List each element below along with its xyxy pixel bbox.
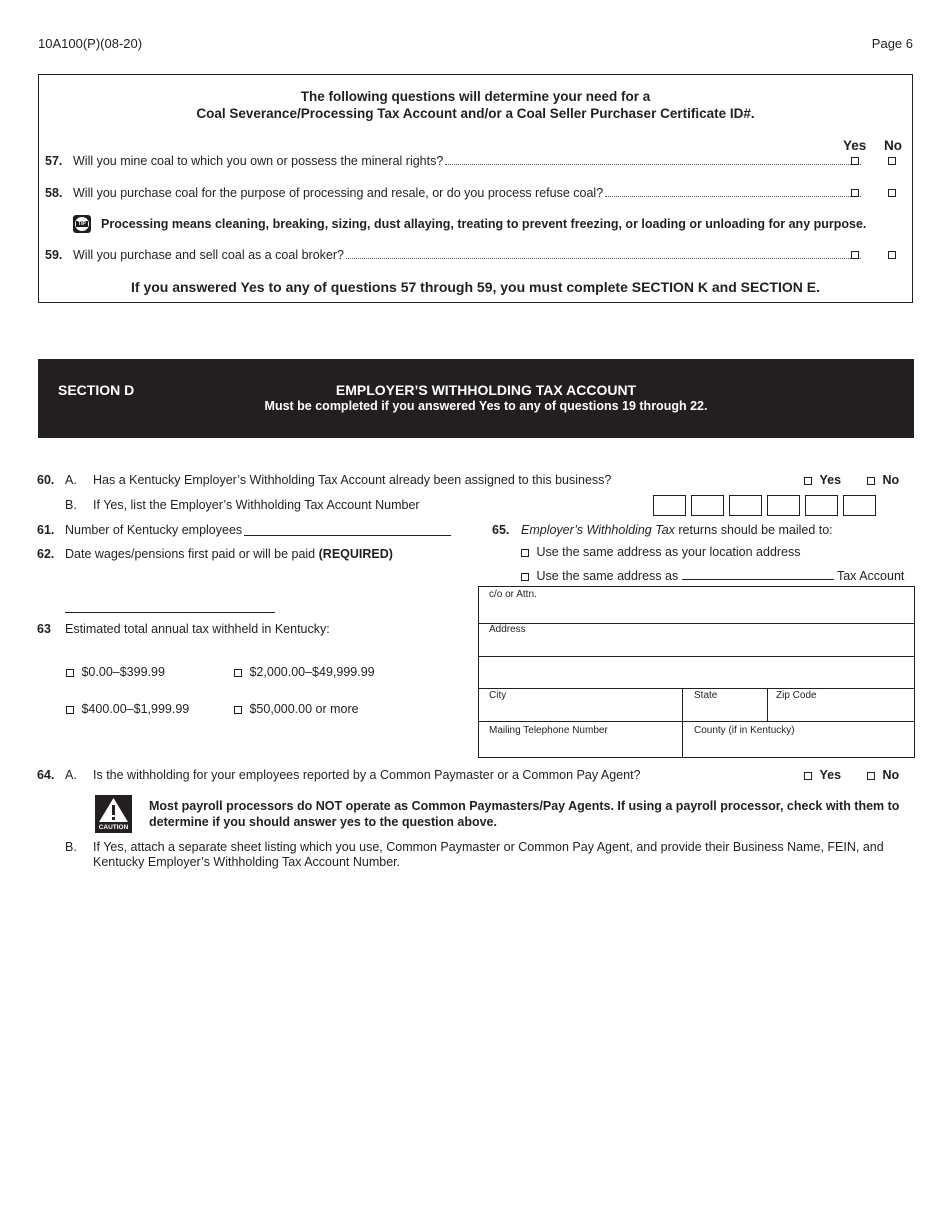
- q64-no-label: No: [882, 768, 900, 782]
- form-id: 10A100(P)(08-20): [38, 36, 143, 51]
- q63-option-1[interactable]: [66, 665, 165, 679]
- q60-b-letter: B.: [65, 498, 77, 512]
- q61-text: Number of Kentucky employees: [65, 523, 243, 537]
- caution-text-1: Most payroll processors do NOT operate as Common Paymasters/Pay Agents. If using a payroll processor, check with them to: [149, 799, 900, 813]
- telephone-field[interactable]: Mailing Telephone Number: [489, 725, 608, 736]
- q60-yes-checkbox[interactable]: [804, 477, 812, 485]
- q60-number: 60.: [37, 473, 55, 487]
- q63-option-4[interactable]: [234, 702, 359, 716]
- q59-number: 59.: [45, 248, 63, 262]
- q64-no-option[interactable]: [867, 768, 899, 782]
- account-digit-box[interactable]: [653, 495, 686, 516]
- q60-yes-label: Yes: [819, 473, 842, 487]
- q63-option-3-checkbox[interactable]: [66, 706, 74, 714]
- q64-b-text-1: If Yes, attach a separate sheet listing which you use, Common Paymaster or Common Pay Agent, and provide their Business Name, FEIN, and: [93, 840, 884, 854]
- q57-number: 57.: [45, 154, 63, 168]
- q65-option-2-checkbox[interactable]: [521, 573, 529, 581]
- q60-no-label: No: [882, 473, 900, 487]
- q63-option-4-label: $50,000.00 or more: [249, 702, 359, 716]
- q58-no-checkbox[interactable]: [888, 189, 896, 197]
- q60-no-checkbox[interactable]: [867, 477, 875, 485]
- q59-yes-checkbox[interactable]: [851, 251, 859, 259]
- q65-number: 65.: [492, 523, 510, 537]
- q63-number: 63: [37, 622, 51, 636]
- q63-option-1-checkbox[interactable]: [66, 669, 74, 677]
- section-d-label: SECTION D: [58, 382, 135, 398]
- q64-yes-option[interactable]: [804, 768, 841, 782]
- q61-number: 61.: [37, 523, 55, 537]
- divider: [478, 688, 915, 689]
- q63-option-2-label: $2,000.00–$49,999.99: [249, 665, 375, 679]
- caution-icon: CAUTION: [95, 795, 132, 833]
- q61-employees-input[interactable]: [244, 523, 451, 536]
- q64-b-text-2: Kentucky Employer’s Withholding Tax Account Number.: [93, 855, 401, 869]
- q65-option-1-checkbox[interactable]: [521, 549, 529, 557]
- col-yes-header: Yes: [843, 138, 867, 153]
- account-digit-box[interactable]: [729, 495, 762, 516]
- section-d-banner: [38, 359, 914, 438]
- section-d-title: EMPLOYER’S WITHHOLDING TAX ACCOUNT: [335, 382, 637, 398]
- q60-a-text: Has a Kentucky Employer’s Withholding Tax Account already been assigned to this business?: [93, 473, 612, 487]
- q62-number: 62.: [37, 547, 55, 561]
- question-57: [45, 154, 865, 168]
- q60-yes-option[interactable]: [804, 473, 841, 487]
- tip-text: Processing means cleaning, breaking, sizing, dust allaying, treating to prevent freezing, or loading or unloading for any purpose.: [101, 217, 867, 231]
- coal-box-title-1: The following questions will determine your need for a: [300, 89, 651, 104]
- q65-text-rest: returns should be mailed to:: [678, 523, 833, 537]
- q64-yes-checkbox[interactable]: [804, 772, 812, 780]
- q64-b-letter: B.: [65, 840, 77, 854]
- leader-dots: [445, 164, 861, 165]
- county-field[interactable]: County (if in Kentucky): [694, 725, 795, 736]
- q58-yes-checkbox[interactable]: [851, 189, 859, 197]
- q62-date-input[interactable]: [65, 612, 275, 613]
- q65-tax-account-input[interactable]: [682, 567, 834, 580]
- q65-text-italic: Employer’s Withholding Tax: [521, 523, 675, 537]
- q57-text: Will you mine coal to which you own or possess the mineral rights?: [73, 154, 444, 168]
- divider: [767, 688, 768, 721]
- q65-option-2[interactable]: [521, 567, 904, 583]
- question-59: [45, 248, 865, 262]
- account-digit-box[interactable]: [767, 495, 800, 516]
- account-digit-box[interactable]: [843, 495, 876, 516]
- co-attn-field[interactable]: c/o or Attn.: [489, 589, 537, 600]
- address-field[interactable]: Address: [489, 624, 526, 635]
- q63-option-2-checkbox[interactable]: [234, 669, 242, 677]
- q63-option-3-label: $400.00–$1,999.99: [81, 702, 190, 716]
- q57-yes-checkbox[interactable]: [851, 157, 859, 165]
- leader-dots: [605, 196, 861, 197]
- q64-a-letter: A.: [65, 768, 77, 782]
- q62-label: Date wages/pensions first paid or will be paid: [65, 547, 316, 561]
- q64-a-text: Is the withholding for your employees reported by a Common Paymaster or a Common Pay Agent?: [93, 768, 641, 782]
- q65-option-2-suffix: Tax Account: [836, 569, 905, 583]
- q64-no-checkbox[interactable]: [867, 772, 875, 780]
- q63-text: Estimated total annual tax withheld in Kentucky:: [65, 622, 330, 636]
- q65-option-1[interactable]: [521, 545, 801, 559]
- q59-text: Will you purchase and sell coal as a coal broker?: [73, 248, 344, 262]
- q59-no-checkbox[interactable]: [888, 251, 896, 259]
- q64-yes-label: Yes: [819, 768, 842, 782]
- section-d-subtitle: Must be completed if you answered Yes to any of questions 19 through 22.: [264, 399, 708, 413]
- q63-option-3[interactable]: [66, 702, 189, 716]
- divider: [682, 688, 683, 758]
- q65-text: [521, 523, 833, 537]
- leader-dots: [346, 258, 861, 259]
- question-58: [45, 186, 865, 200]
- q63-option-4-checkbox[interactable]: [234, 706, 242, 714]
- account-digit-box[interactable]: [805, 495, 838, 516]
- q65-option-1-label: Use the same address as your location address: [536, 545, 801, 559]
- q64-number: 64.: [37, 768, 55, 782]
- account-number-boxes: [653, 495, 881, 519]
- divider: [478, 623, 915, 624]
- q62-text: [65, 547, 393, 561]
- page-number: Page 6: [871, 36, 913, 51]
- city-field[interactable]: City: [489, 690, 507, 701]
- q60-a-letter: A.: [65, 473, 77, 487]
- divider: [478, 721, 915, 722]
- q63-option-1-label: $0.00–$399.99: [81, 665, 165, 679]
- zip-code-field[interactable]: Zip Code: [776, 690, 817, 701]
- caution-text-2: determine if you should answer yes to the question above.: [149, 815, 497, 829]
- q62-required: (REQUIRED): [318, 547, 393, 561]
- q60-no-option[interactable]: [867, 473, 899, 487]
- account-digit-box[interactable]: [691, 495, 724, 516]
- tip-icon: TIP: [73, 215, 91, 233]
- coal-box-footer: If you answered Yes to any of questions 57 through 59, you must complete SECTION K and SECTION E.: [131, 279, 820, 295]
- q58-text: Will you purchase coal for the purpose of processing and resale, or do you process refuse coal?: [73, 186, 604, 200]
- q63-option-2[interactable]: [234, 665, 375, 679]
- col-no-header: No: [884, 138, 902, 153]
- q60-b-text: If Yes, list the Employer’s Withholding Tax Account Number: [93, 498, 420, 512]
- q58-number: 58.: [45, 186, 63, 200]
- coal-box-title-2: Coal Severance/Processing Tax Account and/or a Coal Seller Purchaser Certificate ID#.: [196, 106, 755, 121]
- q57-no-checkbox[interactable]: [888, 157, 896, 165]
- q65-option-2-label: Use the same address as: [536, 569, 679, 583]
- state-field[interactable]: State: [694, 690, 718, 701]
- divider: [478, 656, 915, 657]
